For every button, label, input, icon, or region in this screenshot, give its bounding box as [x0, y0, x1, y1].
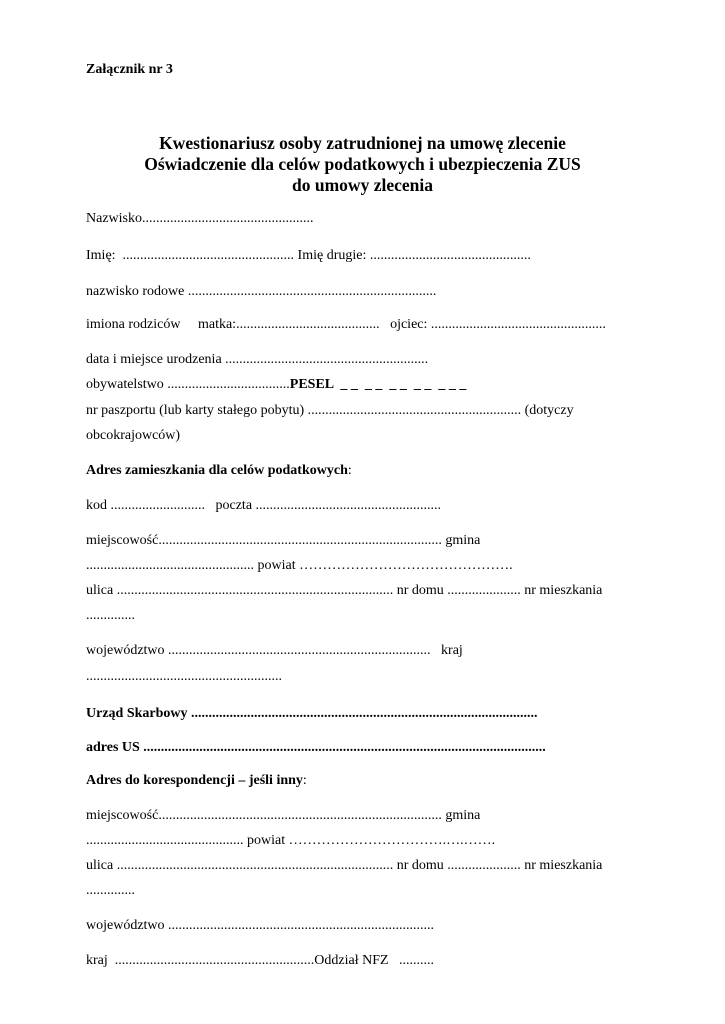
district-field: ................................................ powiat ……………………………………….	[86, 558, 513, 573]
parents-names-field: imiona rodziców matka:......................................... ojciec: ..................................................	[86, 317, 606, 332]
voivodeship-country-field: województwo ........................................................................... kraj	[86, 643, 463, 658]
surname-field: Nazwisko.................................................	[86, 211, 314, 226]
tax-office-field: Urząd Skarbowy ...................................................................................................	[86, 706, 538, 721]
pesel-field: PESEL _ _ _ _ _ _ _ _ _ _ _	[289, 377, 467, 392]
corr-district-field: ............................................. powiat …………………………….….…….	[86, 833, 496, 848]
corr-street-field: ulica ............................................................................... nr domu ..................... nr mieszkania	[86, 858, 603, 873]
street-field-cont: ..............	[86, 608, 135, 623]
first-names-field: Imię: ................................................. Imię drugie: ..............................................	[86, 248, 531, 263]
maiden-name-field: nazwisko rodowe .......................................................................	[86, 284, 437, 299]
document-title-line-3: do umowy zlecenia	[292, 175, 433, 195]
corr-town-commune-field: miejscowość................................................................................. gmina	[86, 808, 481, 823]
birth-date-place-field: data i miejsce urodzenia ..........................................................	[86, 352, 429, 367]
document-title-line-1: Kwestionariusz osoby zatrudnionej na umowę zlecenie	[159, 133, 566, 153]
country-field-cont: ........................................................	[86, 669, 282, 684]
corr-street-field-cont: ..............	[86, 883, 135, 898]
annex-label: Załącznik nr 3	[86, 62, 173, 77]
corr-country-nfz-field: kraj .........................................................Oddział NFZ ..........	[86, 953, 435, 968]
street-field: ulica ............................................................................... nr domu ..................... nr mieszkania	[86, 583, 603, 598]
tax-office-address-field: adres US ...................................................................................................................	[86, 740, 546, 755]
citizenship-field: obywatelstwo ...................................	[86, 377, 290, 392]
passport-field-note: obcokrajowców)	[86, 428, 181, 443]
document-title-line-2: Oświadczenie dla celów podatkowych i ubezpieczenia ZUS	[144, 154, 581, 174]
citizenship-pesel-row	[86, 377, 466, 393]
tax-address-heading: Adres zamieszkania dla celów podatkowych:	[86, 463, 352, 478]
town-commune-field: miejscowość................................................................................. gmina	[86, 533, 481, 548]
corr-voivodeship-field: województwo ............................................................................	[86, 918, 435, 933]
correspondence-heading: Adres do korespondencji – jeśli inny:	[86, 773, 307, 788]
passport-field: nr paszportu (lub karty stałego pobytu) ............................................................. (dotyczy	[86, 403, 574, 418]
postal-code-field: kod ........................... poczta .....................................................	[86, 498, 442, 513]
